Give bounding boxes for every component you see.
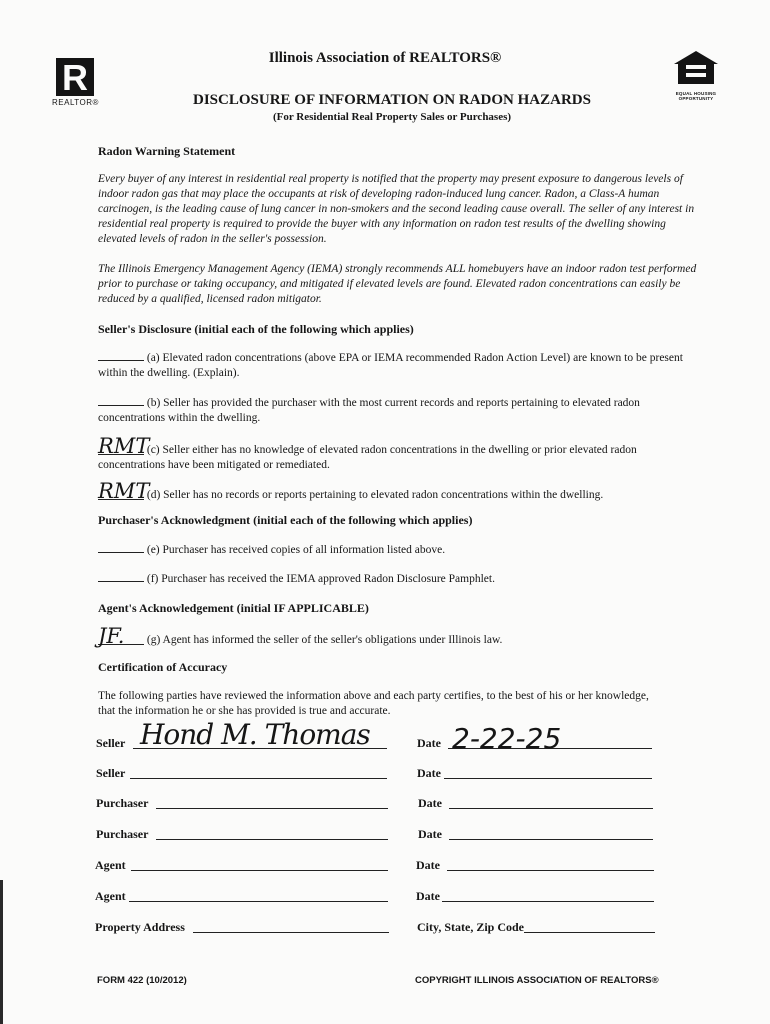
scan-edge: [0, 880, 3, 1024]
purchaser-2-signature-line[interactable]: [156, 839, 388, 840]
agent-1-label: Agent: [95, 858, 126, 872]
association-name: Illinois Association of REALTORS®: [268, 50, 502, 66]
agent-1-signature-line[interactable]: [131, 870, 388, 871]
initials-g[interactable]: JF.: [98, 629, 144, 645]
warning-paragraph-1: Every buyer of any interest in residential real property is notified that the property may present exposure to dangerous levels of indoor radon gas that may place the occupants at risk of developing radon-induced lung cancer. Radon, a Class-A human carcinogen, is the leading cause of lung cancer in non-smokers and the second leading cause overall. The seller of any interest in residential real property is required to provide the buyer with any information on radon test results of the dwelling showing elevated levels of radon in the seller's possession.: [98, 173, 695, 245]
seller-item-d: [98, 479, 698, 503]
form-number: FORM 422 (10/2012): [97, 975, 187, 986]
purchaser-item-f: [98, 571, 698, 587]
purchaser-1-label: Purchaser: [96, 796, 149, 810]
seller-1-date: 2-22-25: [452, 722, 562, 755]
copyright-notice: COPYRIGHT ILLINOIS ASSOCIATION OF REALTORS®: [415, 975, 659, 986]
initial-blank-b[interactable]: [98, 395, 144, 406]
seller-item-a: [98, 350, 698, 381]
initial-blank-f[interactable]: [98, 571, 144, 582]
realtor-logo-letter: R: [62, 57, 88, 98]
agent-2-date-line[interactable]: [442, 901, 654, 902]
agent-heading: Agent's Acknowledgement (initial IF APPLICABLE): [98, 601, 369, 615]
page-subtitle: (For Residential Real Property Sales or Purchases): [272, 111, 512, 123]
purchaser-item-e-text: (e) Purchaser has received copies of all information listed above.: [146, 544, 446, 556]
purchaser-item-e: [98, 542, 698, 558]
equal-housing-caption: EQUAL HOUSING OPPORTUNITY: [675, 91, 717, 101]
agent-item-g: [98, 624, 698, 648]
initial-blank-a[interactable]: [98, 350, 144, 361]
initials-d[interactable]: RMT: [98, 479, 150, 503]
seller-item-c: [98, 434, 698, 473]
seller-1-date-label: Date: [417, 736, 441, 750]
seller-2-label: Seller: [96, 766, 126, 780]
certification-heading: Certification of Accuracy: [98, 660, 228, 674]
purchaser-2-date-line[interactable]: [449, 839, 653, 840]
seller-2-signature-line[interactable]: [130, 778, 387, 779]
agent-item-g-text: (g) Agent has informed the seller of the seller's obligations under Illinois law.: [146, 634, 503, 646]
purchaser-1-date-label: Date: [418, 796, 442, 810]
agent-2-date-label: Date: [416, 889, 440, 903]
purchaser-2-date-label: Date: [418, 827, 442, 841]
seller-1-label: Seller: [96, 736, 126, 750]
certification-text: The following parties have reviewed the information above and each party certifies, to the best of his or her knowledge, that the information he or she has provided is true and accurate.: [98, 690, 649, 717]
agent-1-date-line[interactable]: [447, 870, 654, 871]
seller-item-b: [98, 395, 698, 426]
seller-item-d-text: (d) Seller has no records or reports pertaining to elevated radon concentrations within the dwelling.: [146, 489, 604, 501]
seller-item-a-text: (a) Elevated radon concentrations (above EPA or IEMA recommended Radon Action Level) are known to be present within the dwelling. (Explain).: [98, 352, 683, 379]
purchaser-1-signature-line[interactable]: [156, 808, 388, 809]
seller-1-signature: Hond M. Thomas: [140, 718, 370, 751]
agent-2-signature-line[interactable]: [129, 901, 388, 902]
warning-paragraph-2: The Illinois Emergency Management Agency (IEMA) strongly recommends ALL homebuyers have an indoor radon test performed prior to purchase or taking occupancy, and mitigated if elevated levels are found. Elevated radon concentrations can easily be reduced by a qualified, licensed radon mitigator.: [98, 263, 697, 305]
seller-2-date-label: Date: [417, 766, 441, 780]
initials-c[interactable]: RMT: [98, 434, 150, 458]
seller-item-c-text: (c) Seller either has no knowledge of elevated radon concentrations in the dwelling or prior elevated radon concentrations have been mitigated or remediated.: [98, 444, 637, 471]
initial-blank-e[interactable]: [98, 542, 144, 553]
city-state-zip-label: City, State, Zip Code: [417, 920, 525, 934]
seller-item-b-text: (b) Seller has provided the purchaser with the most current records and reports pertaining to elevated radon concentrations within the dwelling.: [98, 397, 640, 424]
seller-2-date-line[interactable]: [444, 778, 652, 779]
purchaser-2-label: Purchaser: [96, 827, 149, 841]
seller-disclosure-heading: Seller's Disclosure (initial each of the following which applies): [98, 322, 414, 336]
purchaser-1-date-line[interactable]: [449, 808, 653, 809]
warning-heading: Radon Warning Statement: [98, 144, 236, 158]
house-icon: [672, 50, 720, 86]
agent-1-date-label: Date: [416, 858, 440, 872]
property-address-line[interactable]: [193, 932, 389, 933]
page-title: DISCLOSURE OF INFORMATION ON RADON HAZARDS: [193, 92, 591, 108]
property-address-label: Property Address: [95, 920, 185, 934]
purchaser-heading: Purchaser's Acknowledgment (initial each of the following which applies): [98, 513, 473, 527]
city-state-zip-line[interactable]: [524, 932, 655, 933]
realtor-logo-caption: REALTOR®: [52, 98, 99, 107]
agent-2-label: Agent: [95, 889, 126, 903]
purchaser-item-f-text: (f) Purchaser has received the IEMA approved Radon Disclosure Pamphlet.: [146, 573, 495, 585]
